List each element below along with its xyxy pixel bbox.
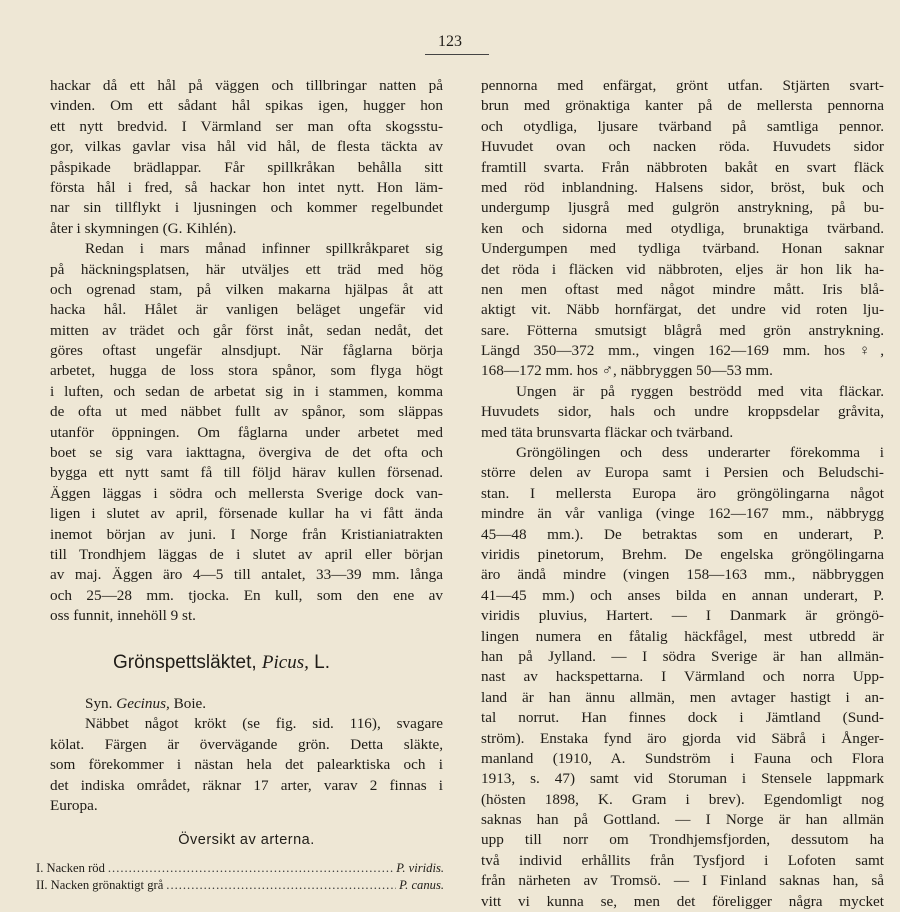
text-line: lingen numera en fåtalig häckfågel, mest utbredd är bbox=[481, 627, 884, 645]
section-heading bbox=[113, 652, 433, 674]
text-line: åter i skymningen (G. Kihlén). bbox=[50, 219, 237, 237]
text-line: han på Jylland. — I södra Sverige är han allmän- bbox=[481, 647, 884, 665]
text-line: från närheten av Tromsö. — I Finland saknas han, så bbox=[481, 872, 884, 890]
text-line: framtill svarta. Från näbbroten bakåt en svart fläck bbox=[481, 158, 884, 176]
text-line: oss funnit, innehöll 9 st. bbox=[50, 607, 196, 625]
text-line: undergump ljusgrå med gulgrön anstrykning, på bu- bbox=[481, 199, 884, 217]
text-line: Huvudet ovan och nacken röda. Huvudets sidor bbox=[481, 138, 884, 156]
genus-description bbox=[50, 694, 443, 816]
text-line: det indiska området, räknar 17 arter, varav 2 finnas i bbox=[50, 776, 443, 794]
text-line: nar sin tillflykt i ljusningen och kommer regelbundet bbox=[50, 199, 443, 217]
text-line: vitt vi kunna se, men det föreligger några mycket bbox=[481, 892, 884, 910]
text-line: mitten av trädet och går först inåt, sedan nedåt, det bbox=[50, 321, 443, 339]
text-line: boet se sig vara iakttagna, övergiva de det ofta och bbox=[50, 444, 443, 462]
text-line: gor, vilkas gavlar visa hål vid hål, de flesta täckta av bbox=[50, 138, 443, 156]
left-column bbox=[50, 76, 443, 627]
text-line: upp till norr om Trondhjemsfjorden, dessutom ha bbox=[481, 831, 884, 849]
text-line: och otydliga, ljusare tvärband på samtliga pennor. bbox=[481, 117, 884, 135]
text-line: inemot början av juni. I Norge från Kristianiatrakten bbox=[50, 525, 443, 543]
text-line: Undergumpen med tydliga tvärband. Honan saknar bbox=[481, 240, 884, 258]
text-line: sare. Fötterna smutsigt blågrå med grön anstrykning. bbox=[481, 321, 884, 339]
text-line: Näbbet något krökt (se fig. sid. 116), svagare bbox=[85, 715, 443, 733]
text-line: och 25—28 mm. tjocka. En kull, som den ene av bbox=[50, 586, 443, 604]
text-line: nast av hackspettarna. I Värmland och norra Upp- bbox=[481, 668, 884, 686]
leader-dots bbox=[166, 878, 396, 893]
text-line: land är han ännu allmän, men avtager hastigt i an- bbox=[481, 688, 884, 706]
right-column bbox=[481, 76, 884, 912]
text-line: bygga ett nytt samt få till följd härav kullen försenad. bbox=[50, 464, 443, 482]
text-line: pennorna med enfärgat, grönt utfan. Stjärten svart- bbox=[481, 77, 884, 94]
text-line: med röd inblandning. Halsens sidor, bröst, buk och bbox=[481, 178, 884, 196]
text-line: stan. I mellersta Europa äro gröngölingarna något bbox=[481, 484, 884, 502]
text-line: på häckningsplatsen, här utväljes ett träd med hög bbox=[50, 260, 443, 278]
text-line: arbetet, hugga de loss stora spånor, som flyga högt bbox=[50, 362, 443, 380]
text-line: hacka hål. Hålet är vanligen beläget ungefär vid bbox=[50, 301, 443, 319]
text-line: utanför öppningen. Om fåglarna under arbetet med bbox=[50, 423, 443, 441]
key-row bbox=[36, 861, 444, 876]
text-line: göres oftast ungefär alnsdjupt. När fåglarna börja bbox=[50, 342, 443, 360]
genus-name: Grönspettsläktet, bbox=[113, 652, 257, 673]
text-line: ken och sidorna med otydliga, brunaktiga tvärband. bbox=[481, 219, 884, 237]
overview-title: Översikt av arterna. bbox=[178, 832, 315, 848]
text-line: ett nytt bredvid. I Värmland ser man ofta skogsstu- bbox=[50, 117, 443, 135]
text-line: Europa. bbox=[50, 796, 98, 814]
synonym-name: Gecinus, bbox=[116, 695, 170, 712]
text-line: Huvudets sidor, hals och undre kroppsdelar gråvita, bbox=[481, 403, 884, 421]
text-line: påspikade brädlappar. Får spillkråkan behålla sitt bbox=[50, 158, 443, 176]
text-line: det röda i fläcken vid näbbroten, eljes är hon lik ha- bbox=[481, 260, 884, 278]
text-line: och ogrenad stam, på vilken makarna hjälpas åt att bbox=[50, 280, 443, 298]
text-line: hackar då ett hål på väggen och tillbringar natten på bbox=[50, 77, 443, 94]
text-line: kölat. Färgen är övervägande grön. Detta släkte, bbox=[50, 735, 443, 753]
text-line: 41—45 mm.) och anses bilda en annan underart, P. bbox=[481, 586, 884, 604]
page-number: 123 bbox=[438, 33, 462, 50]
text-line: mindre än vår vanliga (vinge 162—167 mm., näbbrygg bbox=[481, 505, 884, 523]
text-line: ström). Enstaka fynd äro gjorda vid Säbrå i Ånger- bbox=[481, 729, 884, 747]
text-line: viridis pinetorum, Brehm. De engelska gröngölingarna bbox=[481, 545, 884, 563]
genus-latin-name: Picus, bbox=[261, 652, 309, 673]
text-line: aktigt vit. Näbb hornfärgat, det undre vid roten lju- bbox=[481, 301, 884, 319]
key-label: II. Nacken grönaktigt grå bbox=[36, 878, 164, 892]
text-line: 168—172 mm. hos ♂, näbbryggen 50—53 mm. bbox=[481, 362, 773, 380]
text-line: nen men oftast med något mindre mått. Iris blå- bbox=[481, 280, 884, 298]
text-line: större delen av Europa samt i Persien och Beludschi- bbox=[481, 464, 884, 482]
text-line: till Trondhjem läggas de i slutet av april eller början bbox=[50, 545, 443, 563]
text-line: Äggen läggas i södra och mellersta Sverige dock van- bbox=[50, 484, 443, 502]
text-line: äro ändå mindre (vingen 158—163 mm., näbbryggen bbox=[481, 566, 884, 584]
text-line: av maj. Äggen äro 4—5 till antalet, 33—39 mm. långa bbox=[50, 566, 443, 584]
text-line: tal norrut. Han finnes dock i Jämtland (Sund- bbox=[481, 709, 884, 727]
text-line: manland (1910, A. Sundström i Fauna och Flora bbox=[481, 749, 884, 767]
key-row bbox=[36, 878, 444, 893]
text-line: brun med grönaktiga kanter på de mellersta pennorna bbox=[481, 97, 884, 115]
text-line: med täta brunsvarta fläckar och tvärband. bbox=[481, 423, 734, 441]
text-line: de ofta ut med näbbet fullt av spånor, som släppas bbox=[50, 403, 443, 421]
header-rule bbox=[425, 54, 489, 55]
text-line: Ungen är på ryggen beströdd med vita fläckar. bbox=[516, 382, 884, 400]
text-line: ligen i slutet av april, försenade kullar ha vi fått ända bbox=[50, 505, 443, 523]
text-line: 1913, s. 47) samt vid Storuman i Stensele lappmark bbox=[481, 770, 884, 788]
text-line: 45—48 mm.). De betraktas som en underart, P. bbox=[481, 525, 884, 543]
text-line: Redan i mars månad infinner spillkråkparet sig bbox=[85, 240, 443, 258]
genus-author: L. bbox=[314, 652, 331, 673]
text-line: som förekommer i nästan hela det palearktiska och i bbox=[50, 756, 443, 774]
text-line: Längd 350—372 mm., vingen 162—169 mm. hos ♀, bbox=[481, 342, 884, 360]
key-species: P. viridis. bbox=[396, 861, 444, 875]
text-line: två individ erhållits från Tysfjord i Lofoten samt bbox=[481, 851, 884, 869]
synonym-author: Boie. bbox=[173, 695, 207, 712]
key-label: I. Nacken röd bbox=[36, 861, 105, 875]
synonym-line bbox=[50, 694, 443, 714]
text-line: första hål i fred, så hackar hon intet nytt. Hon läm- bbox=[50, 178, 443, 196]
text-line: i luften, och sedan de arbetat sig in i stammen, komma bbox=[50, 382, 443, 400]
synonym-prefix: Syn. bbox=[85, 695, 113, 712]
leader-dots bbox=[108, 861, 393, 876]
text-line: (hösten 1898, K. Gram i brev). Egendomligt nog bbox=[481, 790, 884, 808]
text-line: Gröngölingen och dess underarter förekomma i bbox=[516, 444, 884, 462]
key-species: P. canus. bbox=[399, 878, 444, 892]
text-line: viridis pluvius, Hartert. — I Danmark är gröngö- bbox=[481, 607, 884, 625]
text-line: vinden. Om ett sådant hål spikas igen, hugger hon bbox=[50, 97, 443, 115]
text-line: saknas han på Gottland. — I Norge är han allmän bbox=[481, 811, 884, 829]
